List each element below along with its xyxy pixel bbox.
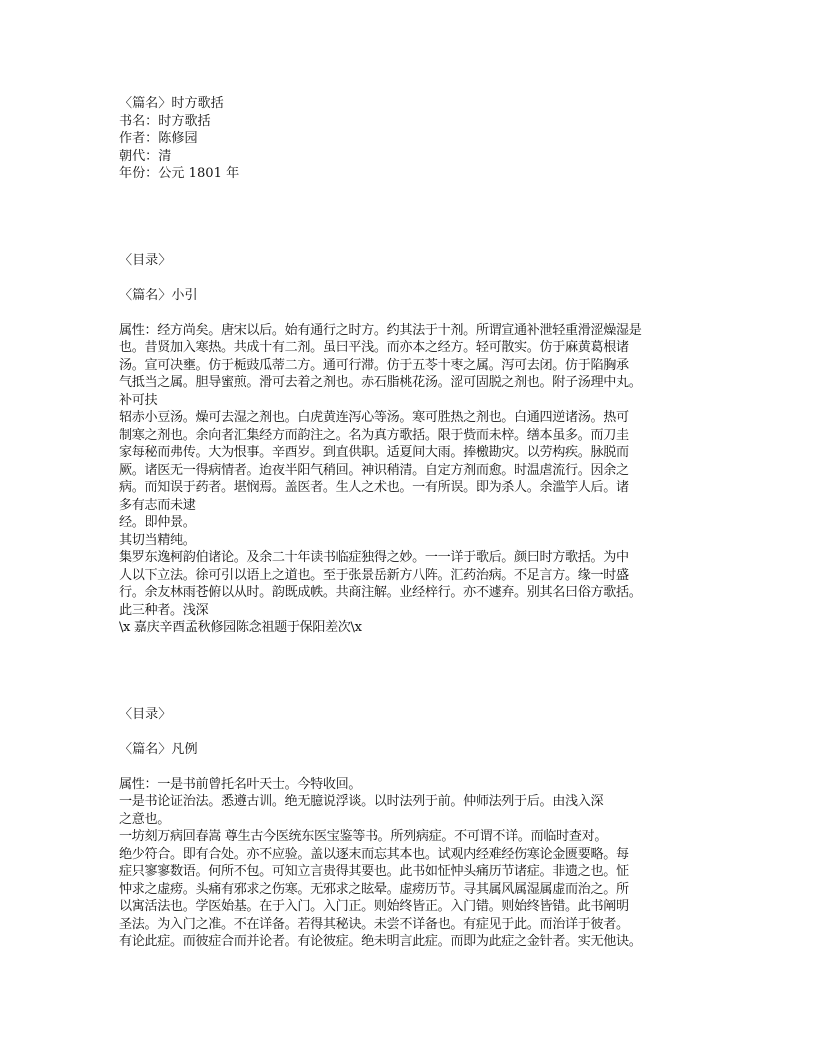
text-line: 也。昔贤加入寒热。共成十有二剂。虽曰平浅。而亦本之经方。轻可散实。仿于麻黄葛根诸 bbox=[119, 340, 629, 355]
text-line: 绝少符合。即有合处。亦不应验。盖以逐末而忘其本也。试观内经难经伤寒论金匮要略。每 bbox=[119, 846, 629, 862]
spacer bbox=[119, 637, 699, 706]
text-line: 忡求之虚痨。头痛有邪求之伤寒。无邪求之眩晕。虚痨历节。寻其属风属湿属虚而治之。所 bbox=[119, 881, 629, 897]
header-shu-ming: 书名：时方歌括 bbox=[119, 113, 211, 129]
spacer bbox=[119, 758, 699, 776]
text-line: 轺赤小豆汤。燥可去湿之剂也。白虎黄连泻心等汤。寒可胜热之剂也。白通四逆诸汤。热可 bbox=[119, 410, 629, 425]
text-line: 集罗东逸柯韵伯诸论。及余二十年读书临症独得之妙。一一详于歌后。颜曰时方歌括。为中 bbox=[119, 550, 629, 565]
section-title: 〈篇名〉凡例 bbox=[119, 741, 198, 757]
section-body-xiaoyin bbox=[119, 322, 699, 637]
text-line: 一是书论证治法。悉遵古训。绝无臆说浮谈。以时法列于前。仲师法列于后。由浅入深 bbox=[119, 794, 604, 809]
text-line: 症只寥寥数语。何所不包。可知立言贵得其要也。此书如怔忡头痛历节诸症。非遗之也。怔 bbox=[119, 864, 629, 879]
spacer bbox=[119, 304, 699, 322]
text-line: 之意也。 bbox=[119, 811, 170, 827]
text-line: 经。即仲景。 bbox=[119, 515, 196, 530]
header-pian-ming: 〈篇名〉时方歌括 bbox=[119, 96, 224, 111]
text-line: 制寒之剂也。余向者汇集经方而韵注之。名为真方歌括。限于赀而未梓。缮本虽多。而刀圭 bbox=[119, 427, 629, 443]
text-line: 家每秘而弗传。大为恨事。辛酉岁。到直供职。适夏间大雨。捧檄勘灾。以劳构疾。脉脱而 bbox=[119, 445, 629, 460]
header-chao-dai: 朝代：清 bbox=[119, 148, 172, 164]
text-line: 属性：经方尚矣。唐宋以后。始有通行之时方。约其法于十剂。所谓宣通补泄轻重滑涩燥湿是 bbox=[119, 322, 642, 338]
text-line: \x 嘉庆辛酉孟秋修园陈念祖题于保阳差次\x bbox=[119, 620, 362, 635]
text-line: 有论此症。而彼症合而并论者。有论彼症。绝未明言此症。而即为此症之金针者。实无他诀。 bbox=[119, 934, 642, 949]
text-line: 此三种者。浅深 bbox=[119, 602, 209, 618]
text-line: 以寓活法也。学医始基。在于入门。入门正。则始终皆正。入门错。则始终皆错。此书阐明 bbox=[119, 899, 629, 914]
text-line: 补可扶 bbox=[119, 392, 158, 408]
spacer bbox=[119, 183, 699, 252]
text-line: 气抵当之属。胆导蜜煎。滑可去着之剂也。赤石脂桃花汤。涩可固脱之剂也。附子汤理中丸。 bbox=[119, 375, 642, 390]
spacer bbox=[119, 723, 699, 741]
header-zuo-zhe: 作者：陈修园 bbox=[119, 131, 198, 146]
text-line: 厥。诸医无一得病情者。迨夜半阳气稍回。神识稍清。自定方剂而愈。时温虐流行。因余之 bbox=[119, 462, 629, 478]
section-title: 〈篇名〉小引 bbox=[119, 287, 198, 303]
text-line: 属性：一是书前曾托名叶天士。今特收回。 bbox=[119, 776, 362, 792]
text-line: 圣法。为入门之准。不在详备。若得其秘诀。未尝不详备也。有症见于此。而治详于彼者。 bbox=[119, 916, 629, 932]
text-line: 多有志而未逮 bbox=[119, 497, 196, 513]
section-body-fanli bbox=[119, 776, 699, 951]
toc-label: 〈目录〉 bbox=[119, 706, 172, 722]
header-nian-fen: 年份：公元 1801 年 bbox=[119, 166, 240, 181]
text-line: 其切当精纯。 bbox=[119, 532, 196, 548]
document-page bbox=[119, 95, 699, 951]
text-line: 病。而知误于药者。堪悯焉。盖医者。生人之术也。一有所误。即为杀人。余滥竽人后。诸 bbox=[119, 480, 629, 495]
text-line: 一坊刻万病回春嵩 尊生古今医统东医宝鉴等书。所列病症。不可谓不详。而临时查对。 bbox=[119, 829, 608, 844]
toc-label: 〈目录〉 bbox=[119, 252, 172, 268]
spacer bbox=[119, 269, 699, 287]
text-line: 汤。宣可决壅。仿于栀豉瓜蒂二方。通可行滞。仿于五苓十枣之属。泻可去闭。仿于陷胸承 bbox=[119, 357, 629, 373]
text-line: 人以下立法。徐可引以语上之道也。至于张景岳新方八阵。汇药治病。不足言方。缘一时盛 bbox=[119, 567, 629, 583]
text-line: 行。余友林雨苍俯以从时。韵既成帙。共商注解。业经梓行。亦不遽弃。别其名曰俗方歌括。 bbox=[119, 585, 642, 600]
